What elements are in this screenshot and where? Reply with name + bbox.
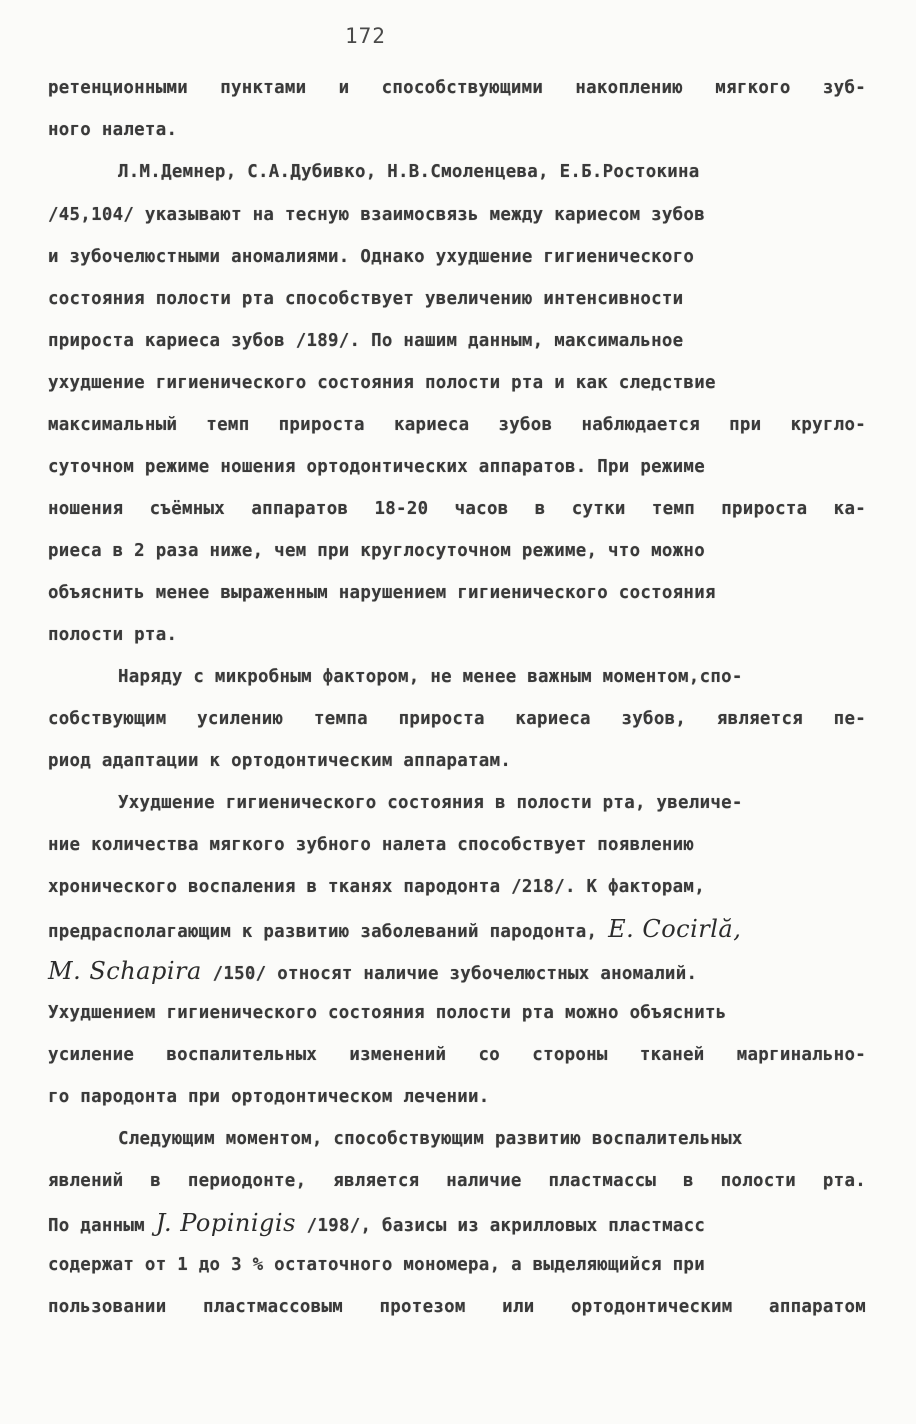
text-segment: /150/ относят наличие зубочелюстных аномалий. — [212, 964, 698, 984]
text-line-with-handwriting — [48, 954, 697, 988]
text-line: содержат от 1 до 3 % остаточного мономера, а выделяющийся при — [48, 1255, 705, 1275]
text-line: риеса в 2 раза ниже, чем при круглосуточном режиме, что можно — [48, 541, 705, 561]
text-line: прироста кариеса зубов /189/. По нашим данным, максимальное — [48, 331, 684, 351]
handwritten-author-schapira: M. Schapira — [48, 957, 202, 985]
text-line: явлений в периодонте, является наличие пластмассы в полости рта. — [48, 1171, 866, 1191]
text-line: Следующим моментом, способствующим развитию воспалительных — [118, 1129, 743, 1149]
text-line: пользовании пластмассовым протезом или ортодонтическим аппаратом — [48, 1297, 866, 1317]
text-line: ношения съёмных аппаратов 18-20 часов в сутки темп прироста ка- — [48, 499, 866, 519]
text-line: /45,104/ указывают на тесную взаимосвязь между кариесом зубов — [48, 205, 705, 225]
text-line: полости рта. — [48, 625, 178, 645]
text-line: Ухудшением гигиенического состояния полости рта можно объяснить — [48, 1003, 727, 1023]
text-line: ретенционными пунктами и способствующими накоплению мягкого зуб- — [48, 78, 866, 98]
text-line: состояния полости рта способствует увеличению интенсивности — [48, 289, 684, 309]
text-segment: По данным — [48, 1216, 145, 1236]
text-line: риод адаптации к ортодонтическим аппаратам. — [48, 751, 512, 771]
text-line: ние количества мягкого зубного налета способствует появлению — [48, 835, 695, 855]
text-line: собствующим усилению темпа прироста кариеса зубов, является пе- — [48, 709, 866, 729]
text-line: и зубочелюстными аномалиями. Однако ухудшение гигиенического — [48, 247, 695, 267]
handwritten-author-popinigis: J. Popinigis — [155, 1209, 296, 1237]
text-line: максимальный темп прироста кариеса зубов наблюдается при кругло- — [48, 415, 866, 435]
text-line: Наряду с микробным фактором, не менее важным моментом,спо- — [118, 667, 743, 687]
text-line: объяснить менее выраженным нарушением гигиенического состояния — [48, 583, 716, 603]
text-line: Ухудшение гигиенического состояния в полости рта, увеличе- — [118, 793, 743, 813]
text-line: ного налета. — [48, 120, 178, 140]
handwritten-author-cocirla: E. Cocirlă, — [608, 915, 742, 943]
text-line-with-handwriting — [48, 912, 741, 946]
text-line: хронического воспаления в тканях пародонта /218/. К факторам, — [48, 877, 705, 897]
text-line-with-handwriting — [48, 1206, 705, 1240]
text-line: го пародонта при ортодонтическом лечении. — [48, 1087, 490, 1107]
text-line: Л.М.Демнер, С.А.Дубивко, Н.В.Смоленцева, Е.Б.Ростокина — [118, 162, 700, 182]
text-line: суточном режиме ношения ортодонтических аппаратов. При режиме — [48, 457, 705, 477]
text-segment: /198/, базисы из акрилловых пластмасс — [306, 1216, 706, 1236]
page-number: 172 — [345, 24, 386, 48]
text-segment: предрасполагающим к развитию заболеваний пародонта, — [48, 922, 598, 942]
text-line: ухудшение гигиенического состояния полости рта и как следствие — [48, 373, 716, 393]
text-line: усиление воспалительных изменений со стороны тканей маргинально- — [48, 1045, 866, 1065]
